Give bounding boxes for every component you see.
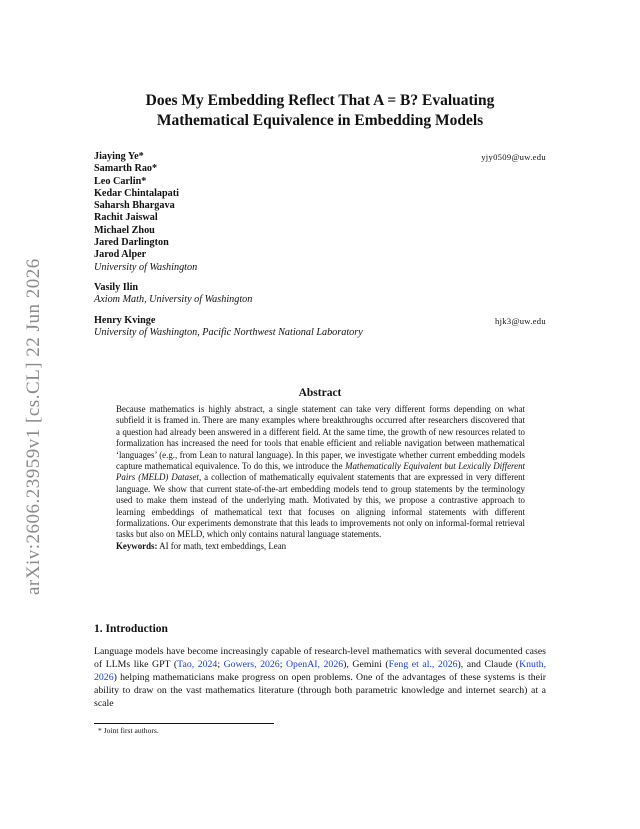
intro-text: ; (217, 659, 224, 671)
intro-text: ), and Claude ( (457, 659, 520, 671)
introduction-paragraph (94, 645, 546, 710)
intro-text: ; (279, 659, 286, 671)
author-affiliation: University of Washington (94, 261, 198, 273)
keywords-label: Keywords: (116, 540, 158, 551)
abstract-heading: Abstract (298, 387, 342, 399)
citation-link[interactable]: OpenAI, 2026 (285, 659, 344, 671)
title-line-1: Does My Embedding Reflect That A = B? Evaluating (145, 92, 495, 109)
footnote-rule (94, 723, 274, 724)
author-name: Saharsh Bhargava (94, 200, 175, 212)
arxiv-identifier-text: arXiv:2606.23959v1 [cs.CL] 22 Jun 2026 (23, 258, 44, 595)
abstract-text-part: , a collection of mathematically equivalent statements that are expressed in very different language. We show that current state-of-the-art embedding models tend to group statements by the terminology used to make them instead of the underlying math. Motivated by this, we propose a contrastive approach to learning embeddings of mathematical text that focuses on aligning informal statements with different formalizations. Our experiments demonstrate that this leads to improvements not only on informal-formal retrieval tasks but also on MELD, which only contains natural language statements. (116, 472, 525, 540)
paper-title (90, 91, 550, 131)
author-name: Leo Carlin* (94, 175, 147, 187)
author-name: Kedar Chintalapati (94, 187, 180, 199)
title-line-2: Mathematical Equivalence in Embedding Models (156, 112, 484, 129)
author-name: Samarth Rao* (94, 163, 158, 175)
author-name: Vasily Ilin (94, 281, 139, 293)
citation-link[interactable]: Tao, 2024 (177, 659, 218, 671)
keywords-list: AI for math, text embeddings, Lean (159, 540, 287, 551)
footnote: * Joint first authors. (98, 726, 159, 735)
abstract-text-part: Because mathematics is highly abstract, a single statement can take very different forms depending on what subfield it is framed in. There are many examples where breakthroughs occurred after researchers discovered that a question had already been answered in a different field. At the same time, the growth of new resources related to formalization has increased the need for tools that enable efficient and reliable navigation between mathematical ‘languages’ (e.g., from Lean to natural language). In this paper, we investigate whether current embedding models capture mathematical equivalence. To do this, we introduce the (116, 404, 525, 472)
citation-link[interactable]: Gowers, 2026 (223, 659, 280, 671)
author-name: Henry Kvinge (94, 314, 156, 326)
section-heading: 1. Introduction (94, 623, 168, 635)
citation-link[interactable]: Knuth, 2026 (94, 659, 547, 684)
author-email-2[interactable]: hjk3@uw.edu (495, 315, 546, 326)
author-email-1[interactable]: yjy0509@uw.edu (481, 152, 546, 162)
dataset-name: Mathematically Equivalent but Lexically Different Pairs (MELD) Dataset (116, 461, 525, 483)
author-name: Jiaying Ye* (94, 151, 144, 162)
author-affiliation: University of Washington, Pacific Northwest National Laboratory (94, 326, 363, 338)
author-block (94, 151, 546, 339)
author-name: Michael Zhou (94, 224, 155, 236)
author-affiliation: Axiom Math, University of Washington (94, 294, 253, 306)
intro-text: ) helping mathematicians make progress on open problems. One of the advantages of these systems is their ability to draw on the vast mathematics literature (through both parametric knowledge and internet search) at a scale (94, 672, 546, 710)
citation-link[interactable]: Feng et al., 2026 (388, 659, 458, 671)
abstract-text (116, 404, 525, 552)
author-name: Rachit Jaiswal (94, 212, 158, 224)
author-name: Jared Darlington (94, 237, 169, 249)
intro-text: ), Gemini ( (343, 659, 389, 671)
arxiv-identifier-stamp[interactable] (14, 230, 50, 600)
author-name: Jarod Alper (94, 249, 147, 261)
intro-text: Language models have become increasingly capable of research-level mathematics with several documented cases of LLMs like GPT ( (94, 646, 546, 671)
